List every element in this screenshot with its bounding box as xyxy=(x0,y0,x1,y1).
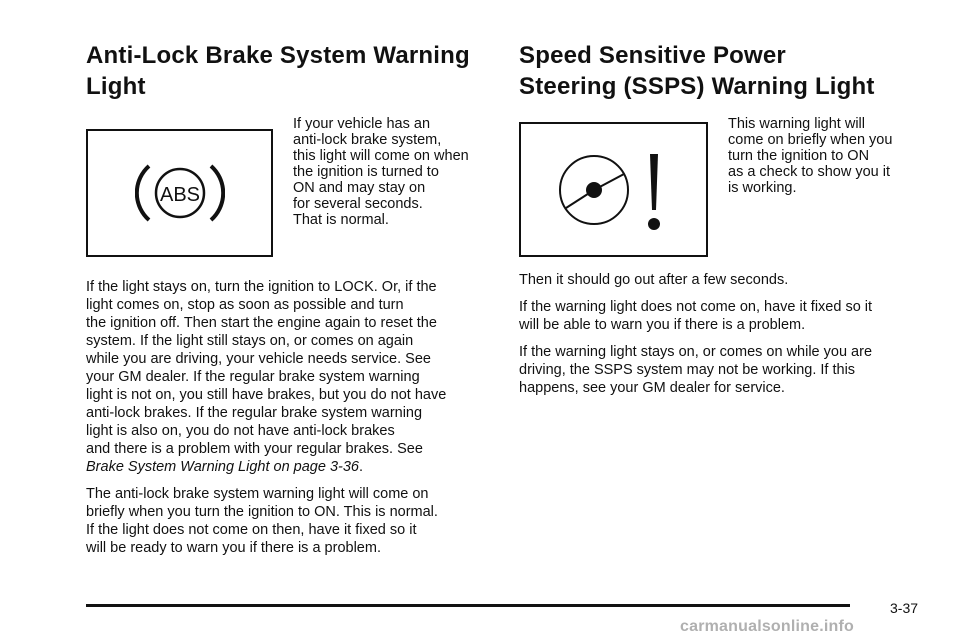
ssps-section xyxy=(519,40,924,406)
ssps-paragraph-1: Then it should go out after a few seconds. xyxy=(519,272,789,288)
text-line: happens, see your GM dealer for service. xyxy=(519,380,785,396)
abs-icon-row xyxy=(86,116,496,257)
abs-paragraph-1 xyxy=(86,278,496,476)
abs-paragraph-2 xyxy=(86,485,496,557)
text-line: the ignition is turned to xyxy=(293,164,439,180)
text-line: will be ready to warn you if there is a problem. xyxy=(86,540,381,556)
text-line: for several seconds. xyxy=(293,196,423,212)
text-line: light is not on, you still have brakes, but you do not have xyxy=(86,387,447,403)
text-line: turn the ignition to ON xyxy=(728,148,870,164)
abs-body xyxy=(86,278,496,557)
ssps-body xyxy=(519,271,924,397)
text-line: This warning light will xyxy=(728,116,865,132)
text-line: come on briefly when you xyxy=(728,132,893,148)
abs-icon-frame xyxy=(86,129,273,257)
text-line: system. If the light still stays on, or comes on again xyxy=(86,333,414,349)
abs-intro-text xyxy=(293,116,469,228)
text-line: If the warning light does not come on, have it fixed so it xyxy=(519,299,873,315)
text-line: ON and may stay on xyxy=(293,180,426,196)
text-line: If the light stays on, turn the ignition to LOCK. Or, if the xyxy=(86,279,437,295)
abs-section xyxy=(86,40,496,566)
text-line: anti-lock brakes. If the regular brake system warning xyxy=(86,405,423,421)
text-line: your GM dealer. If the regular brake system warning xyxy=(86,369,420,385)
watermark: carmanualsonline.info xyxy=(680,618,855,635)
text-line: is working. xyxy=(728,180,797,196)
ssps-heading-line1: Speed Sensitive Power xyxy=(519,42,786,69)
text-line: anti-lock brake system, xyxy=(293,132,442,148)
text-line: That is normal. xyxy=(293,212,389,228)
text-line: the ignition off. Then start the engine again to reset the xyxy=(86,315,437,331)
text-line: If the light does not come on then, have it fixed so it xyxy=(86,522,417,538)
text-line: driving, the SSPS system may not be working. If this xyxy=(519,362,856,378)
ssps-heading-line2: Steering (SSPS) Warning Light xyxy=(519,73,875,100)
steering-wheel-warning-icon xyxy=(554,140,674,240)
abs-heading xyxy=(86,40,496,102)
text-line: briefly when you turn the ignition to ON. This is normal. xyxy=(86,504,438,520)
text-line: The anti-lock brake system warning light will come on xyxy=(86,486,429,502)
ssps-heading xyxy=(519,40,924,102)
abs-heading-line2: Light xyxy=(86,73,146,100)
ssps-paragraph-3 xyxy=(519,343,924,397)
text-line: this light will come on when xyxy=(293,148,469,164)
period: . xyxy=(358,459,364,475)
text-line: If the warning light stays on, or comes on while you are xyxy=(519,344,873,360)
text-line: as a check to show you it xyxy=(728,164,890,180)
cross-reference-link[interactable]: Brake System Warning Light on page 3-36 xyxy=(86,459,359,475)
abs-warning-icon xyxy=(135,158,225,228)
text-line: light is also on, you do not have anti-lock brakes xyxy=(86,423,395,439)
ssps-paragraph-2 xyxy=(519,298,924,334)
text-line: light comes on, stop as soon as possible and turn xyxy=(86,297,404,313)
ssps-icon-row xyxy=(519,116,924,257)
ssps-icon-frame xyxy=(519,122,708,257)
abs-heading-line1: Anti-Lock Brake System Warning xyxy=(86,42,470,69)
text-line: while you are driving, your vehicle needs service. See xyxy=(86,351,431,367)
text-line: will be able to warn you if there is a problem. xyxy=(519,317,806,333)
abs-icon-label: ABS xyxy=(159,184,200,206)
text-line: and there is a problem with your regular brakes. See xyxy=(86,441,423,457)
footer-rule xyxy=(86,604,850,607)
page-number: 3-37 xyxy=(890,600,919,616)
ssps-intro-text xyxy=(728,116,892,196)
text-line: If your vehicle has an xyxy=(293,116,431,132)
